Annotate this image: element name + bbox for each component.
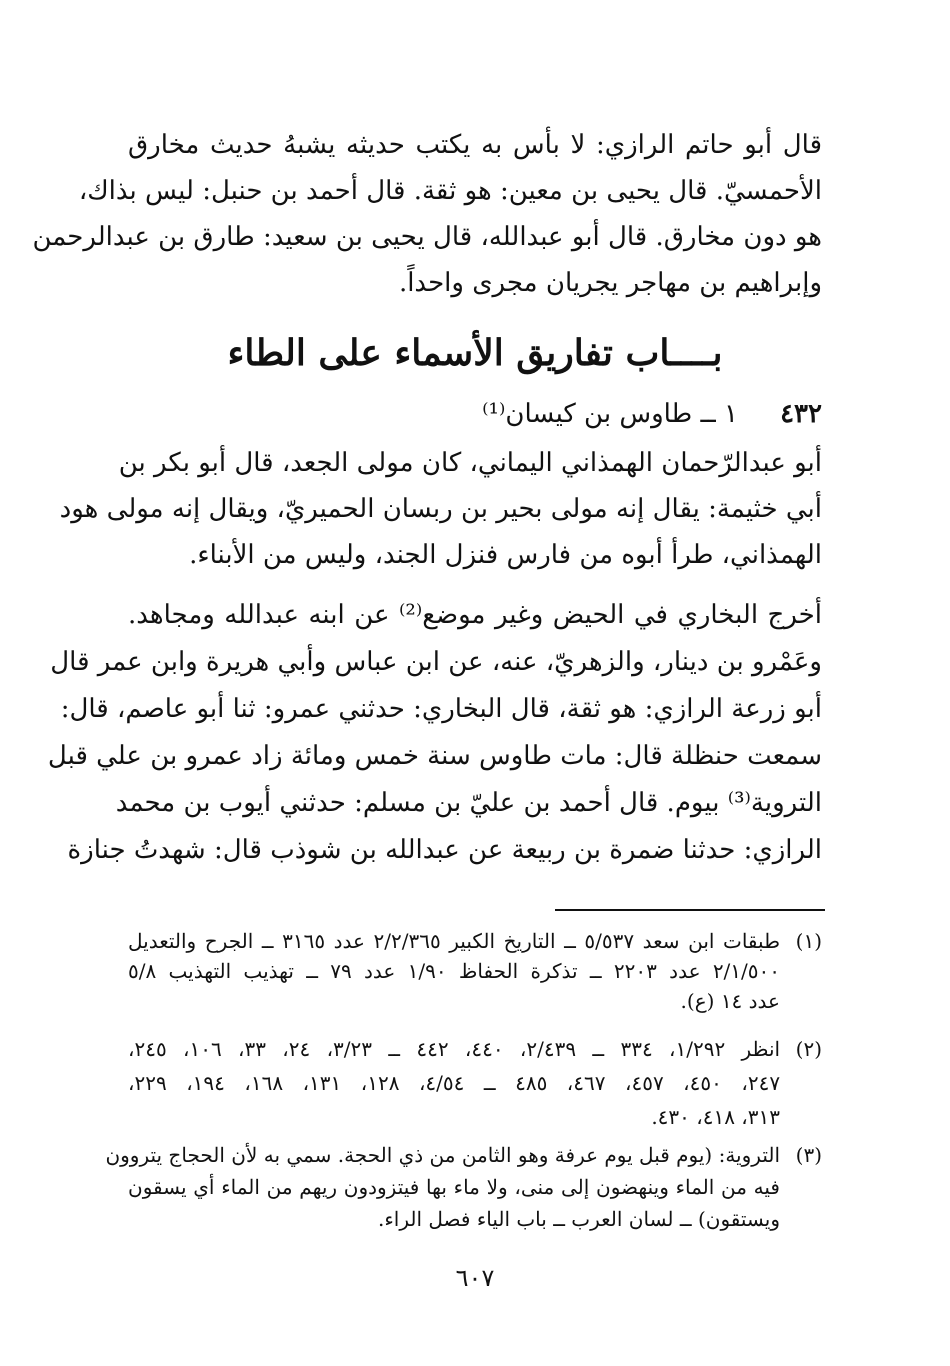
footnote-2	[128, 1034, 822, 1129]
footnote-line: ٣١٣، ٤١٨، ٤٣٠.	[651, 1105, 780, 1129]
text-line: أخرج البخاري في الحيض وغير موضع⁽²⁾ عن ابنه عبدالله ومجاهد.	[128, 600, 822, 630]
text-line: قال أبو حاتم الرازي: لا بأس به يكتب حديثه يشبهُ حديث مخارق	[128, 130, 822, 160]
footnote-line: طبقات ابن سعد ٥/٥٣٧ ــ التاريخ الكبير ٢/٢/٣٦٥ عدد ٣١٦٥ ــ الجرح والتعديل	[128, 929, 780, 953]
footnote-line: فيه من الماء وينهضون إلى منى، ولا ماء بها فيتزودون ريهم من الماء أي يسقون	[128, 1175, 780, 1199]
footnote-line: عدد ١٤ (ع).	[680, 989, 780, 1013]
footnote-divider	[555, 909, 825, 911]
footnote-marker: (٢)	[795, 1037, 822, 1061]
text-line: وعَمْرو بن دينار، والزهريّ، عنه، عن ابن عباس وأبي هريرة وابن عمر قال	[50, 647, 822, 677]
text-line: أبي خثيمة: يقال إنه مولى بحير بن ربسان الحميريّ، ويقال إنه مولى هود	[59, 494, 822, 524]
footnote-line: ٢٤٧، ٤٥٠، ٤٥٧، ٤٦٧، ٤٨٥ ــ ٤/٥٤، ١٢٨، ١٣١، ١٦٨، ١٩٤، ٢٢٩،	[128, 1071, 781, 1095]
footnote-line: ٢/١/٥٠٠ عدد ٢٢٠٣ ــ تذكرة الحفاظ ١/٩٠ عدد ٧٩ ــ تهذيب التهذيب ٥/٨	[128, 959, 780, 983]
entry-header	[128, 397, 822, 431]
text-line: الأحمسيّ. قال يحيى بن معين: هو ثقة. قال أحمد بن حنبل: ليس بذاك،	[78, 176, 822, 206]
page-number: ٦٠٧	[455, 1264, 495, 1292]
footnote-line: التروية: (يوم قبل يوم عرفة وهو الثامن من ذي الحجة. سمي به لأن الحجاج يتروون	[105, 1143, 780, 1167]
footnote-marker: (٣)	[795, 1143, 822, 1167]
footnote-3	[105, 1140, 822, 1231]
text-line: التروية⁽³⁾ بيوم. قال أحمد بن عليّ بن مسلم: حدثني أيوب بن محمد	[115, 788, 822, 818]
footnote-line: ويستقون) ــ لسان العرب ــ باب الياء فصل الراء.	[378, 1207, 780, 1231]
text-line: هو دون مخارق. قال أبو عبدالله، قال يحيى بن سعيد: طارق بن عبدالرحمن	[32, 222, 822, 252]
entry-title: ١ ــ طاوس بن كيسان⁽¹⁾	[482, 399, 738, 429]
section-heading: بــــاب تفاريق الأسماء على الطاء	[227, 332, 723, 374]
text-line: أبو عبدالرّحمان الهمذاني اليماني، كان مولى الجعد، قال أبو بكر بن	[118, 448, 822, 478]
footnote-marker: (١)	[795, 929, 822, 953]
text-line: وإبراهيم بن مهاجر يجريان مجرى واحداً.	[398, 268, 822, 298]
footnote-line: انظر ١/٢٩٢، ٣٣٤ ــ ٢/٤٣٩، ٤٤٠، ٤٤٢ ــ ٣/٢٣، ٢٤، ٣٣، ١٠٦، ٢٤٥،	[128, 1037, 781, 1061]
text-line: الهمذاني، طرأ أبوه من فارس فنزل الجند، وليس من الأبناء.	[189, 540, 822, 570]
footnote-1	[128, 926, 822, 1016]
text-line: أبو زرعة الرازي: هو ثقة، قال البخاري: حدثني عمرو: ثنا أبو عاصم، قال:	[60, 694, 822, 724]
entry-number: ٤٣٢	[780, 399, 822, 429]
text-line: الرازي: حدثنا ضمرة بن ربيعة عن عبدالله بن شوذب قال: شهدتُ جنازة	[67, 835, 822, 865]
text-line: سمعت حنظلة قال: مات طاوس سنة خمس ومائة زاد عمرو بن علي قبل	[47, 741, 822, 771]
